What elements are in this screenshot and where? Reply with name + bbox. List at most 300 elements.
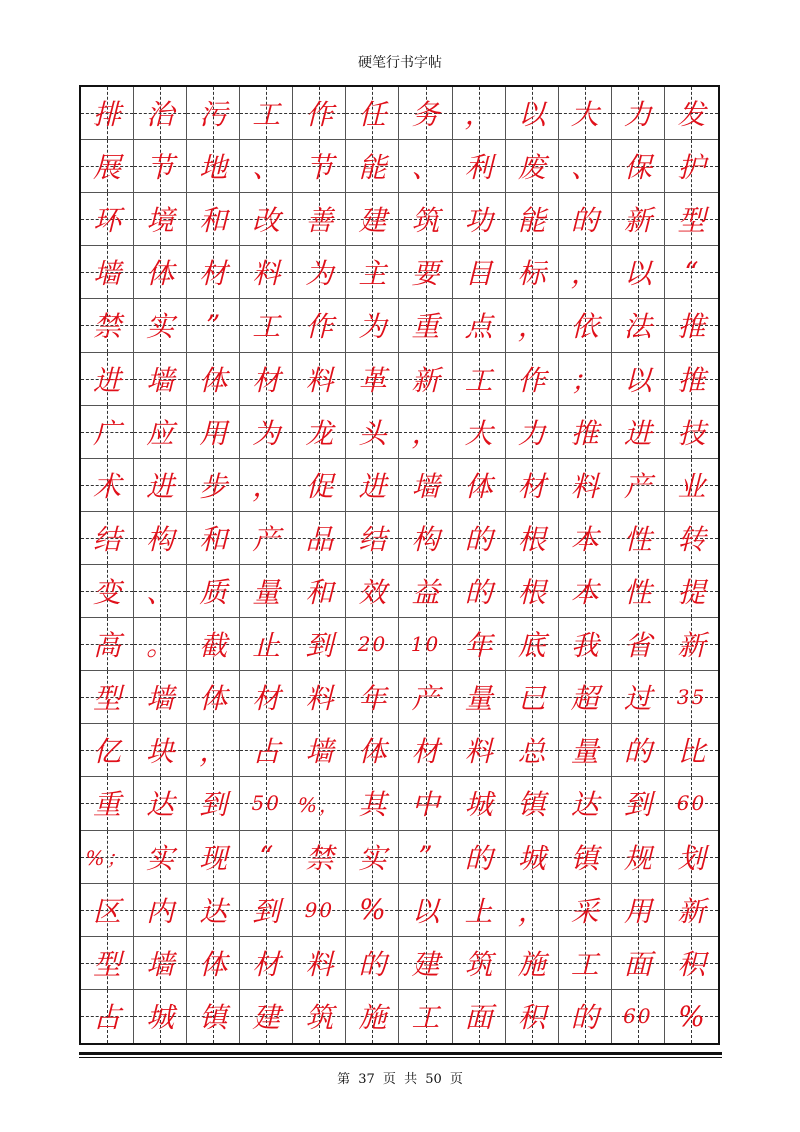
grid-cell [559, 831, 612, 884]
handwritten-character: 10 [410, 632, 441, 657]
handwritten-character: 墙 [93, 257, 122, 291]
grid-cell [559, 990, 612, 1043]
grid-cell [665, 406, 718, 459]
handwritten-character: 产 [623, 469, 652, 503]
grid-cell [134, 246, 187, 299]
grid-cell [453, 777, 506, 830]
grid-cell [293, 459, 346, 512]
grid-cell [665, 565, 718, 618]
grid-cell [612, 777, 665, 830]
handwritten-character: 采 [570, 894, 599, 928]
handwritten-character: 龙 [305, 416, 334, 450]
grid-cell [346, 831, 399, 884]
handwritten-character: 划 [677, 841, 706, 875]
handwritten-character: “ [684, 255, 699, 289]
grid-cell [665, 884, 718, 937]
grid-cell [612, 671, 665, 724]
handwritten-character: 建 [252, 1001, 281, 1035]
handwritten-character: % [359, 893, 386, 927]
grid-cell [187, 459, 240, 512]
handwritten-character: 筑 [411, 204, 440, 238]
grid-cell [240, 299, 293, 352]
grid-cell [81, 990, 134, 1043]
handwritten-character: ， [570, 257, 599, 291]
handwritten-character: 型 [93, 682, 122, 716]
grid-cell [293, 246, 346, 299]
handwritten-character: 型 [677, 204, 706, 238]
handwritten-character: 内 [146, 894, 175, 928]
handwritten-character: 过 [623, 682, 652, 716]
handwritten-character: 截 [199, 629, 228, 663]
grid-cell [187, 937, 240, 990]
grid-cell [559, 459, 612, 512]
grid-cell [399, 777, 452, 830]
handwritten-character: 主 [358, 257, 387, 291]
handwritten-character: 实 [146, 310, 175, 344]
grid-cell [506, 246, 559, 299]
handwritten-character: 本 [570, 576, 599, 610]
handwritten-character: 料 [464, 735, 493, 769]
grid-cell [453, 87, 506, 140]
handwritten-character: 、 [411, 151, 440, 185]
grid-cell [134, 140, 187, 193]
grid-cell [399, 299, 452, 352]
handwritten-character: 工 [464, 363, 493, 397]
grid-cell [346, 990, 399, 1043]
grid-cell [665, 724, 718, 777]
handwritten-character: 、 [570, 151, 599, 185]
grid-cell [293, 777, 346, 830]
grid-cell [240, 884, 293, 937]
grid-cell [134, 831, 187, 884]
handwritten-character: 材 [252, 947, 281, 981]
grid-cell [612, 831, 665, 884]
grid-cell [559, 884, 612, 937]
handwritten-character: ， [411, 416, 440, 450]
handwritten-character: 依 [570, 310, 599, 344]
handwritten-character: 善 [305, 204, 334, 238]
handwritten-character: 推 [677, 363, 706, 397]
grid-cell [240, 777, 293, 830]
handwritten-character: 达 [570, 788, 599, 822]
grid-cell [81, 565, 134, 618]
grid-cell [134, 618, 187, 671]
grid-cell [240, 512, 293, 565]
handwritten-character: 发 [677, 98, 706, 132]
handwritten-character: 为 [358, 310, 387, 344]
bottom-rule-thin [79, 1057, 722, 1058]
grid-cell [293, 565, 346, 618]
handwritten-character: 施 [517, 947, 546, 981]
handwritten-character: 墙 [305, 735, 334, 769]
grid-cell [346, 299, 399, 352]
grid-cell [81, 193, 134, 246]
handwritten-character: ” [206, 308, 221, 342]
grid-cell [134, 512, 187, 565]
handwritten-character: 现 [199, 841, 228, 875]
grid-cell [81, 140, 134, 193]
handwritten-character: 35 [676, 685, 707, 710]
grid-cell [81, 246, 134, 299]
handwritten-character: 50 [251, 791, 281, 816]
grid-cell [506, 565, 559, 618]
grid-cell [81, 618, 134, 671]
handwritten-character: 底 [517, 629, 546, 663]
handwritten-character: 根 [517, 576, 546, 610]
grid-cell [665, 777, 718, 830]
grid-cell [559, 777, 612, 830]
grid-cell [81, 937, 134, 990]
grid-cell [559, 406, 612, 459]
handwritten-character: 上 [464, 894, 493, 928]
grid-cell [612, 884, 665, 937]
grid-cell [506, 140, 559, 193]
handwritten-character: 60 [676, 791, 707, 816]
grid-cell [134, 724, 187, 777]
grid-cell [240, 459, 293, 512]
grid-cell [612, 512, 665, 565]
handwritten-character: 境 [146, 204, 175, 238]
handwritten-character: 新 [677, 894, 706, 928]
grid-cell [81, 459, 134, 512]
handwritten-character: 结 [358, 522, 387, 556]
handwritten-character: 超 [570, 682, 599, 716]
grid-cell [81, 671, 134, 724]
grid-cell [399, 884, 452, 937]
grid-cell [134, 565, 187, 618]
handwritten-character: 高 [93, 629, 122, 663]
grid-cell [240, 990, 293, 1043]
grid-cell [187, 618, 240, 671]
handwritten-character: 总 [517, 735, 546, 769]
handwritten-character: 变 [93, 576, 122, 610]
handwritten-character: 利 [464, 151, 493, 185]
handwritten-character: 到 [199, 788, 228, 822]
grid-cell [559, 140, 612, 193]
grid-cell [346, 406, 399, 459]
handwritten-character: 要 [411, 257, 440, 291]
handwritten-character: 应 [146, 416, 175, 450]
grid-cell [506, 406, 559, 459]
handwritten-character: 新 [677, 629, 706, 663]
grid-cell [453, 937, 506, 990]
handwritten-character: 产 [411, 682, 440, 716]
grid-cell [81, 831, 134, 884]
grid-cell [240, 140, 293, 193]
handwritten-character: 和 [199, 204, 228, 238]
grid-cell [240, 353, 293, 406]
grid-cell [293, 87, 346, 140]
handwritten-character: 年 [358, 682, 387, 716]
handwritten-character: 60 [623, 1004, 653, 1029]
handwritten-character: 节 [146, 151, 175, 185]
grid-cell [293, 193, 346, 246]
grid-cell [399, 140, 452, 193]
grid-cell [612, 299, 665, 352]
grid-cell [399, 937, 452, 990]
grid-cell [453, 406, 506, 459]
handwritten-character: 料 [252, 257, 281, 291]
handwritten-character: 推 [677, 310, 706, 344]
handwritten-character: 料 [570, 469, 599, 503]
grid-cell [134, 406, 187, 459]
grid-cell [665, 512, 718, 565]
handwritten-character: ， [464, 98, 493, 132]
handwritten-character: 量 [464, 682, 493, 716]
grid-cell [506, 299, 559, 352]
handwritten-character: 用 [199, 416, 228, 450]
grid-cell [187, 246, 240, 299]
handwritten-character: 本 [570, 522, 599, 556]
grid-cell [612, 724, 665, 777]
grid-cell [506, 884, 559, 937]
grid-cell [559, 937, 612, 990]
grid-cell [612, 246, 665, 299]
grid-cell [612, 459, 665, 512]
handwritten-character: 重 [411, 310, 440, 344]
grid-cell [293, 831, 346, 884]
handwritten-character: 效 [358, 576, 387, 610]
grid-cell [346, 777, 399, 830]
handwritten-character: 以 [411, 894, 440, 928]
handwritten-character: 建 [411, 947, 440, 981]
handwritten-character: 和 [199, 522, 228, 556]
grid-cell [453, 990, 506, 1043]
handwritten-character: 20 [357, 632, 388, 657]
grid-cell [506, 990, 559, 1043]
handwritten-character: 务 [411, 98, 440, 132]
grid-cell [134, 87, 187, 140]
grid-cell [559, 671, 612, 724]
handwritten-character: 进 [358, 469, 387, 503]
grid-cell [187, 724, 240, 777]
handwritten-character: 促 [305, 469, 334, 503]
handwritten-character: 实 [146, 841, 175, 875]
handwritten-character: 为 [252, 416, 281, 450]
grid-cell [187, 671, 240, 724]
handwritten-character: 体 [358, 735, 387, 769]
grid-cell [81, 353, 134, 406]
grid-cell [240, 671, 293, 724]
handwritten-character: 性 [623, 522, 652, 556]
handwritten-character: 比 [677, 735, 706, 769]
handwritten-character: 结 [93, 522, 122, 556]
grid-cell [665, 618, 718, 671]
grid-cell [134, 884, 187, 937]
handwritten-character: ； [570, 363, 599, 397]
grid-cell [134, 353, 187, 406]
handwritten-character: 性 [623, 576, 652, 610]
grid-cell [81, 777, 134, 830]
handwritten-character: 重 [93, 788, 122, 822]
handwritten-character: 禁 [93, 310, 122, 344]
grid-cell [399, 831, 452, 884]
handwritten-character: 护 [677, 151, 706, 185]
handwritten-character: 的 [464, 576, 493, 610]
grid-cell [559, 724, 612, 777]
grid-cell [187, 87, 240, 140]
handwritten-character: 环 [93, 204, 122, 238]
handwritten-character: 体 [199, 947, 228, 981]
grid-cell [399, 565, 452, 618]
handwritten-character: 目 [464, 257, 493, 291]
grid-cell [665, 831, 718, 884]
handwritten-character: 构 [146, 522, 175, 556]
grid-cell [293, 353, 346, 406]
grid-cell [506, 618, 559, 671]
grid-cell [187, 884, 240, 937]
grid-cell [506, 512, 559, 565]
handwritten-character: %； [85, 846, 129, 871]
grid-cell [346, 193, 399, 246]
grid-cell [240, 565, 293, 618]
handwritten-character: 镇 [570, 841, 599, 875]
handwritten-character: 标 [517, 257, 546, 291]
grid-cell [559, 565, 612, 618]
handwritten-character: 料 [305, 363, 334, 397]
grid-cell [612, 406, 665, 459]
handwritten-character: 作 [305, 98, 334, 132]
grid-cell [665, 299, 718, 352]
handwritten-character: ， [517, 894, 546, 928]
handwritten-character: 墙 [146, 682, 175, 716]
grid-cell [559, 618, 612, 671]
grid-cell [453, 618, 506, 671]
grid-cell [559, 512, 612, 565]
handwritten-character: 大 [570, 98, 599, 132]
grid-cell [240, 246, 293, 299]
handwritten-character: 城 [146, 1001, 175, 1035]
handwritten-character: 材 [199, 257, 228, 291]
grid-cell [665, 353, 718, 406]
grid-cell [399, 990, 452, 1043]
handwritten-character: 区 [93, 894, 122, 928]
grid-cell [506, 724, 559, 777]
handwritten-character: 达 [199, 894, 228, 928]
handwritten-character: 力 [623, 98, 652, 132]
grid-cell [187, 990, 240, 1043]
grid-cell [506, 831, 559, 884]
handwritten-character: 功 [464, 204, 493, 238]
grid-cell [453, 512, 506, 565]
handwritten-character: “ [259, 840, 274, 874]
grid-cell [453, 193, 506, 246]
grid-cell [506, 777, 559, 830]
handwritten-character: 90 [304, 897, 335, 922]
handwritten-character: 材 [517, 469, 546, 503]
grid-cell [187, 406, 240, 459]
handwritten-character: 。 [146, 629, 175, 663]
grid-cell [665, 193, 718, 246]
handwritten-character: 步 [199, 469, 228, 503]
grid-cell [506, 937, 559, 990]
grid-cell [240, 618, 293, 671]
grid-cell [81, 884, 134, 937]
handwritten-character: 年 [464, 629, 493, 663]
handwritten-character: 以 [623, 257, 652, 291]
grid-cell [134, 990, 187, 1043]
handwritten-character: 面 [623, 947, 652, 981]
grid-cell [453, 459, 506, 512]
grid-cell [665, 87, 718, 140]
handwritten-character: 其 [358, 788, 387, 822]
handwritten-character: 进 [93, 363, 122, 397]
grid-cell [665, 459, 718, 512]
grid-cell [134, 299, 187, 352]
handwritten-character: 材 [252, 682, 281, 716]
grid-cell [559, 353, 612, 406]
grid-cell [506, 353, 559, 406]
page-number: 第 37 页 共 50 页 [337, 1072, 463, 1087]
grid-cell [134, 777, 187, 830]
handwritten-character: 墙 [146, 363, 175, 397]
handwritten-character: 镇 [199, 1001, 228, 1035]
handwritten-character: 中 [411, 788, 440, 822]
handwritten-character: 以 [517, 98, 546, 132]
grid-cell [240, 87, 293, 140]
grid-cell [559, 299, 612, 352]
handwritten-character: 体 [464, 469, 493, 503]
handwritten-character: 积 [677, 947, 706, 981]
grid-cell [453, 724, 506, 777]
grid-cell [399, 87, 452, 140]
grid-cell [293, 140, 346, 193]
handwritten-character: 进 [623, 416, 652, 450]
handwritten-character: ， [252, 469, 281, 503]
grid-cell [399, 246, 452, 299]
handwritten-character: 以 [623, 363, 652, 397]
grid-cell [240, 831, 293, 884]
handwritten-character: 法 [623, 310, 652, 344]
handwritten-character: 用 [623, 894, 652, 928]
grid-cell [293, 937, 346, 990]
grid-cell [81, 724, 134, 777]
handwritten-character: 料 [305, 947, 334, 981]
handwritten-character: 块 [146, 735, 175, 769]
grid-cell [240, 406, 293, 459]
handwritten-character: 技 [677, 416, 706, 450]
grid-cell [346, 87, 399, 140]
grid-cell [134, 937, 187, 990]
handwritten-character: %， [297, 792, 341, 817]
grid-cell [612, 353, 665, 406]
handwritten-character: 规 [623, 841, 652, 875]
grid-cell [399, 618, 452, 671]
grid-cell [612, 87, 665, 140]
handwritten-character: 能 [517, 204, 546, 238]
grid-cell [346, 512, 399, 565]
handwritten-character: 城 [464, 788, 493, 822]
grid-cell [134, 459, 187, 512]
grid-cell [559, 87, 612, 140]
grid-cell [293, 618, 346, 671]
handwritten-character: 益 [411, 576, 440, 610]
handwritten-character: 到 [623, 788, 652, 822]
handwritten-character: 到 [252, 894, 281, 928]
handwritten-character: 达 [146, 788, 175, 822]
handwritten-character: 工 [411, 1001, 440, 1035]
grid-cell [665, 140, 718, 193]
grid-cell [81, 299, 134, 352]
handwritten-character: 产 [252, 522, 281, 556]
handwritten-character: 面 [464, 1001, 493, 1035]
handwritten-character: 工 [570, 947, 599, 981]
handwritten-character: ” [418, 840, 433, 874]
grid-cell [346, 937, 399, 990]
handwritten-character: 已 [517, 682, 546, 716]
handwritten-character: 我 [570, 629, 599, 663]
grid-cell [612, 140, 665, 193]
